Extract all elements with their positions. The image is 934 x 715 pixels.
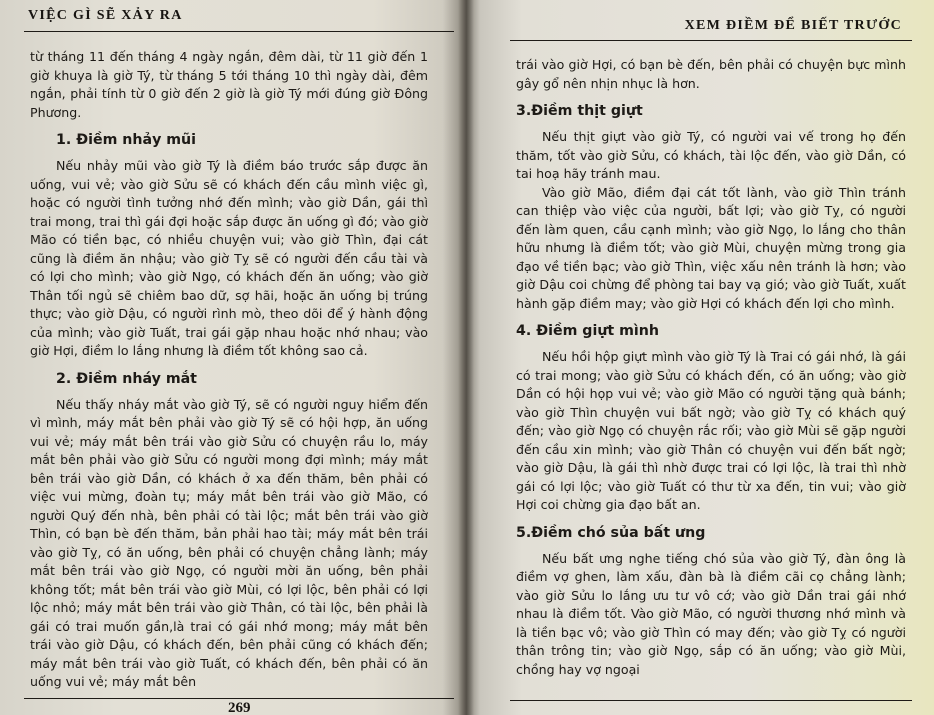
header-rule <box>24 31 454 32</box>
page-body <box>30 48 428 692</box>
section-heading: 2. Điềm nháy mắt <box>56 370 197 387</box>
paragraph: Nếu nhảy mũi vào giờ Tý là điềm báo trước sắp được ăn uống, vui vẻ; vào giờ Sửu sẽ có khách đến cầu mình việc gì, hoặc có người tình tưởng nhớ đến mình; vào giờ Dần, gái thì trai mong, trai thì gái đợi hoặc sắp được ăn uống gì đó; vào giờ Mão có tiền bạc, có nhiều chuyện vui; vào giờ Thìn, đại cát cũng là điềm ăn nhậu; vào giờ Tỵ sẽ có người đến cầu tài và có lợi cho mình; vào giờ Ngọ, có khách đến ăn uống; vào giờ Thân tối ngủ sẽ chiêm bao dữ, sợ hãi, hoặc ăn uống bị trúng thực; vào giờ Dậu, có người rình mò, theo dõi để ý hành động của mình; vào giờ Tuất, trai gái gặp nhau hoặc nhớ nhau; vào giờ Hợi, điềm lo lắng nhưng là điềm tốt không sao cả. <box>30 158 428 358</box>
paragraph: Nếu thấy nháy mắt vào giờ Tý, sẽ có người nguy hiểm đến vì mình, máy mắt bên phải vào giờ Tý sẽ có hội hợp, ăn uống vui vẻ; máy mắt bên trái vào giờ Sửu có chuyện rầu lo, máy mắt bên phải vào giờ Sửu có người mong đợi mình; máy mắt bên trái vào giờ Dần, có khách ở xa đến thăm, bên phải có việc vui mừng, đoàn tụ; máy mắt bên trái vào giờ Mão, có người Quý đến nhà, bên phải có tài lộc; mắt bên trái vào giờ Thìn, có bạn bè đến thăm, bản phải hao tài; máy mắt bên trái vào giờ Tỵ, có ăn uống, bên phải có chuyện chẳng lành; máy mắt bên trái vào giờ Ngọ, có người mời ăn uống, bên phải không tốt; mắt bên trái vào giờ Mùi, có lợi lộc, bên phải có lợi lộc nhỏ; máy mắt bên trái vào giờ Thân, có tài lộc, bên phải là gái có trai muốn gần,là trai có gái nhớ mong; máy mắt bên trái vào giờ Dậu, có khách đến, bên phải cũng có khách đến; máy mắt bên trái vào giờ Tuất, có khách đến, bên phải có ăn uống vui vẻ; máy mắt bên <box>30 396 428 689</box>
paragraph: Nếu thịt giựt vào giờ Tý, có người vai vế trong họ đến thăm, tốt vào giờ Sửu, có khách, tài lộc đến, vào giờ Dần, có tai hoạ hãy tránh mau. <box>516 129 906 181</box>
book-gutter <box>458 0 474 715</box>
footer-rule <box>24 698 454 699</box>
section-heading: 3.Điềm thịt giựt <box>516 103 643 119</box>
page-number: 269 <box>228 700 251 715</box>
left-page <box>0 0 466 715</box>
header-rule <box>510 40 912 41</box>
paragraph: từ tháng 11 đến tháng 4 ngày ngắn, đêm dài, từ 11 giờ đến 1 giờ khuya là giờ Tý, từ tháng 5 tới tháng 10 thì ngày dài, đêm ngắn, phải tính từ 0 giờ đến 2 giờ là giờ Tý mới đúng giờ Đông Phương. <box>30 49 428 120</box>
section-heading: 4. Điềm giựt mình <box>516 323 659 339</box>
running-head: VIỆC GÌ SẼ XẢY RA <box>28 8 183 23</box>
page-body <box>516 56 906 679</box>
running-head: XEM ĐIỀM ĐỂ BIẾT TRƯỚC <box>684 18 902 33</box>
paragraph: trái vào giờ Hợi, có bạn bè đến, bên phải có chuyện bực mình gây gổ nên nhịn nhục là hơn. <box>516 57 906 91</box>
right-page <box>466 0 934 715</box>
footer-rule <box>510 700 912 701</box>
section-heading: 1. Điềm nhảy mũi <box>56 132 197 148</box>
paragraph: Nếu bất ưng nghe tiếng chó sủa vào giờ Tý, đàn ông là điềm vợ ghen, làm xấu, đàn bà là điềm cãi cọ chẳng lành; vào giờ Sửu lo lắng ưu tư vô cớ; vào giờ Dần trai gái nhớ nhau là điềm tốt. Vào giờ Mão, có người thương nhớ mình và là tiền bạc vô; vào giờ Thìn có may đến; vào giờ Tỵ có người thân trông tin; vào giờ Ngọ, sắp có ăn uống; vào giờ Mùi, chồng hay vợ ngoại <box>516 550 906 677</box>
paragraph: Nếu hồi hộp giựt mình vào giờ Tý là Trai có gái nhớ, là gái có trai mong; vào giờ Sửu có khách đến, có ăn uống; vào giờ Dần có hội họp vui vẻ; vào giờ Mão có người tặng quà bánh; vào giờ Thìn chuyện vui bất ngờ; vào giờ Tỵ có khách quý đến; vào giờ Ngọ có chuyện rắc rối; vào giờ Mùi sẽ gặp người đến cầu xin mình; vào giờ Thân có chuyện vui đến bất ngờ; vào giờ Dậu, là gái thì nhờ được trai có lợi lộc, là trai thì nhờ gái có lợi lộc; vào giờ Tuất có thư từ xa đến, tin vui; vào giờ Hợi coi chừng gia đạo bất an. <box>516 349 906 512</box>
section-heading: 5.Điềm chó sủa bất ưng <box>516 524 706 541</box>
paragraph: Vào giờ Mão, điềm đại cát tốt lành, vào giờ Thìn tránh can thiệp vào việc của người, bất lợi; vào giờ Tỵ, có người đến làm quen, cầu cạnh mình; vào giờ Ngọ, lo lắng cho thân hữu nhưng là điềm tốt; vào giờ Mùi, chuyện mừng trong gia đạo về tiền bạc; vào giờ Thìn, việc xấu nên tránh là hơn; vào giờ Dậu coi chừng để phòng tai bay vạ gió; vào giờ Tuất, xuất hành gặp điềm may; vào giờ Hợi có khách đến lợi cho mình. <box>516 184 906 311</box>
